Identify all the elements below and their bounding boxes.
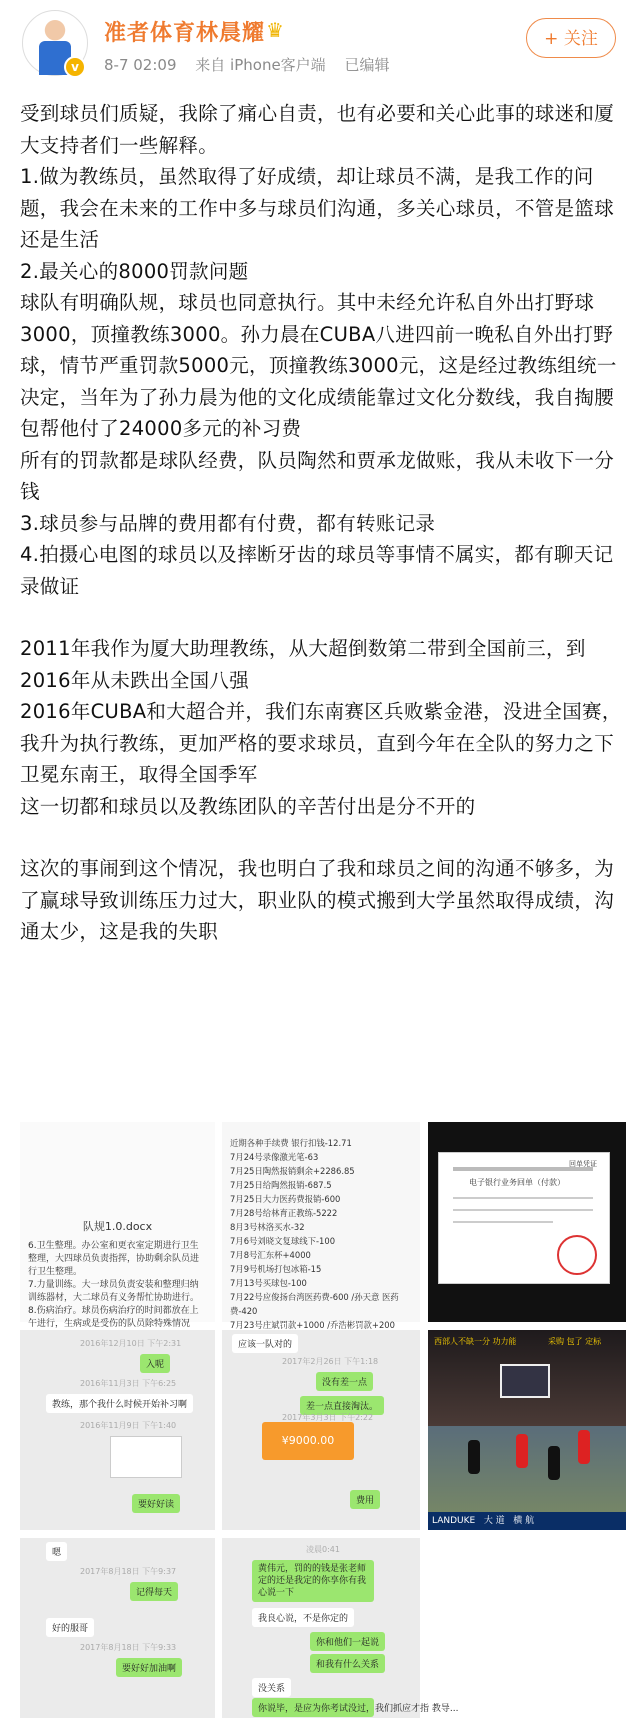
- receipt-sheet: [438, 1152, 610, 1284]
- paragraph: 受到球员们质疑，我除了痛心自责，也有必要和关心此事的球迷和厦大支持者们一些解释。: [20, 102, 615, 157]
- team-right: 横 航: [513, 1516, 535, 1526]
- paragraph-gap: [20, 602, 624, 633]
- chat-bubble-right: 入呢: [140, 1354, 170, 1373]
- paragraph-gap: [20, 822, 624, 853]
- paragraph: 1.做为教练员，虽然取得了好成绩，却让球员不满，是我工作的问题，我会在未来的工作中多与球员们沟通，多关心球员，不管是篮球还是生活: [20, 165, 615, 251]
- paragraph: 2.最关心的8000罚款问题: [20, 259, 249, 283]
- chat-timestamp: 2017年8月18日 下午9:37: [80, 1567, 177, 1576]
- author-name[interactable]: 准者体育林晨耀: [104, 21, 266, 46]
- follow-button[interactable]: + 关注: [526, 18, 616, 58]
- expense-lines: [222, 1122, 420, 1338]
- expense-line: 7月28号给林育正教练-5222: [230, 1208, 338, 1218]
- paragraph: 这次的事闹到这个情况，我也明白了我和球员之间的沟通不够多，为了赢球导致训练压力过大，职业队的模式搬到大学虽然取得成绩，沟通太少，这是我的失职: [20, 857, 615, 943]
- expense-line: 7月9号机场打包冰箱-15: [230, 1264, 322, 1274]
- image-expense-list[interactable]: [222, 1122, 420, 1330]
- scoreboard-bar: [428, 1512, 626, 1530]
- player: [516, 1434, 528, 1468]
- brand-label: LANDUKE: [432, 1516, 476, 1526]
- paragraph: 这一切都和球员以及教练团队的辛苦付出是分不开的: [20, 794, 476, 818]
- chat-bubble-right: 差一点直接淘汰。: [300, 1396, 384, 1415]
- player: [548, 1446, 560, 1480]
- receipt-title: 电子银行业务回单（付款）: [469, 1178, 565, 1187]
- crown-icon: ♛: [266, 18, 284, 42]
- chat-bubble-right: 费用: [350, 1490, 380, 1509]
- expense-line: 7月25日大力医药费报销-600: [230, 1194, 341, 1204]
- chat-timestamp: 2016年11月9日 下午1:40: [80, 1421, 177, 1430]
- verified-badge-icon: v: [64, 56, 86, 78]
- image-chat-1[interactable]: [20, 1330, 215, 1530]
- post-content: [20, 98, 624, 948]
- post-time: 8-7 02:09: [104, 56, 177, 74]
- expense-line: 7月22号应俊扬台湾医药费-600 /孙天意 医药费-420: [230, 1292, 399, 1316]
- paragraph: 2011年我作为厦大助理教练，从大超倒数第二带到全国前三，到2016年从未跌出全国八强: [20, 637, 586, 692]
- image-chat-2[interactable]: [222, 1330, 420, 1530]
- expense-line: 7月6号刘晓文复球线下-100: [230, 1236, 336, 1246]
- backboard: [500, 1364, 550, 1398]
- receipt-side-label: 回单凭证: [569, 1160, 597, 1168]
- expense-line: 7月23号庄斌罚款+1000 /乔浩彬罚款+200: [230, 1320, 395, 1330]
- image-bank-receipt[interactable]: [428, 1122, 626, 1322]
- broadcast-banner: 西部人不缺一分 功力能: [434, 1337, 517, 1346]
- chat-bubble-left: 我良心说，不是你定的: [252, 1608, 354, 1627]
- chat-timestamp: 2016年11月3日 下午6:25: [80, 1379, 177, 1388]
- chat-bubble-left: 教练，那个我什么时候开始补习啊: [46, 1394, 193, 1413]
- chat-bubble-left: 嗯: [46, 1542, 67, 1561]
- image-chat-3[interactable]: [20, 1538, 215, 1718]
- paragraph: 3.球员参与品牌的费用都有付费，都有转账记录: [20, 511, 436, 535]
- doc-line: 8.伤病治疗。球员伤病治疗的时间都放在上午进行，生病或是受伤的队员除特殊情况: [28, 1306, 199, 1329]
- broadcast-banner-2: 采购 包了 定标: [548, 1337, 602, 1346]
- chat-timestamp: 2017年3月3日 下午2:22: [282, 1413, 374, 1422]
- chat-bubble-left: 没关系: [252, 1678, 291, 1697]
- expense-line: 8月3号林洛买水-32: [230, 1222, 305, 1232]
- expense-line: 近期各种手续费 银行扣钱-12.71: [230, 1138, 352, 1148]
- image-chat-4[interactable]: [222, 1538, 459, 1718]
- chat-timestamp: 2017年2月26日 下午1:18: [282, 1357, 379, 1366]
- chat-bubble-left: 好的服哥: [46, 1618, 94, 1637]
- edited-label: 已编辑: [344, 56, 390, 74]
- expense-line: 7月24号录像激光笔-63: [230, 1152, 319, 1162]
- chat-image-thumbnail: [110, 1436, 182, 1478]
- red-stamp-icon: [557, 1235, 597, 1275]
- team-left: 大 道: [483, 1516, 505, 1526]
- paragraph: 球队有明确队规，球员也同意执行。其中未经允许私自外出打野球3000，顶撞教练3000。孙力晨在CUBA八进四前一晚私自外出打野球，情节严重罚款5000元，顶撞教练3000元，这是经过教练组统一决定，当年为了孙力晨为他的文化成绩能靠过文化分数线，我自掏腰包帮他付了24000多元的补习费: [20, 291, 617, 440]
- image-doc-screenshot[interactable]: [20, 1122, 215, 1329]
- post-meta: [104, 54, 403, 75]
- doc-line: 6.卫生整理。办公室和更衣室定期进行卫生整理，大四球员负责指挥，协助剩余队员进行卫生整理。: [28, 1241, 200, 1277]
- chat-bubble-right: 和我有什么关系: [310, 1654, 385, 1673]
- image-game-photo[interactable]: [428, 1330, 626, 1530]
- chat-timestamp: 凌晨0:41: [306, 1545, 340, 1554]
- player: [468, 1440, 480, 1474]
- chat-bubble-right: 要好好读: [132, 1494, 180, 1513]
- paragraph: 2016年CUBA和大超合并，我们东南赛区兵败紫金港，没进全国赛，我升为执行教练，更加严格的要求球员，直到今年在全队的努力之下卫冕东南王，取得全国季军: [20, 700, 622, 786]
- expense-line: 7月25日给陶然报销-687.5: [230, 1180, 332, 1190]
- doc-title: 队规1.0.docx: [82, 1220, 153, 1233]
- chat-bubble-right: 黄伟元，罚的的钱是张老师定的还是我定的你享你有我心说一下: [252, 1560, 374, 1602]
- player: [578, 1430, 590, 1464]
- chat-bubble-right: 你说毕，是应为你考试没过，我们抓应才指 教导...: [252, 1698, 374, 1717]
- chat-timestamp: 2016年12月10日 下午2:31: [80, 1339, 182, 1348]
- chat-bubble-left: 应该一队对的: [232, 1334, 298, 1353]
- doc-line: 7.力量训练。大一球员负责安装和整理归纳训练器材，大二球员有义务帮忙协助进行。: [28, 1280, 200, 1303]
- post-source: 来自 iPhone客户端: [195, 56, 326, 74]
- chat-bubble-right: 记得每天: [130, 1582, 178, 1601]
- post-header: [0, 0, 640, 92]
- expense-line: 7月25日陶然报销剩余+2286.85: [230, 1166, 355, 1176]
- transfer-card: ¥9000.00: [262, 1422, 354, 1460]
- expense-line: 7月13号买球包-100: [230, 1278, 307, 1288]
- chat-timestamp: 2017年8月18日 下午9:33: [80, 1643, 177, 1652]
- paragraph: 4.拍摄心电图的球员以及摔断牙齿的球员等事情不属实，都有聊天记录做证: [20, 543, 614, 598]
- expense-line: 7月8号汇东杯+4000: [230, 1250, 311, 1260]
- chat-bubble-right: 没有差一点: [316, 1372, 373, 1391]
- image-grid: [10, 1122, 630, 1722]
- chat-bubble-right: 要好好加油啊: [116, 1658, 182, 1677]
- paragraph: 所有的罚款都是球队经费，队员陶然和贾承龙做账，我从未收下一分钱: [20, 448, 615, 503]
- chat-bubble-right: 你和他们一起说: [310, 1632, 385, 1651]
